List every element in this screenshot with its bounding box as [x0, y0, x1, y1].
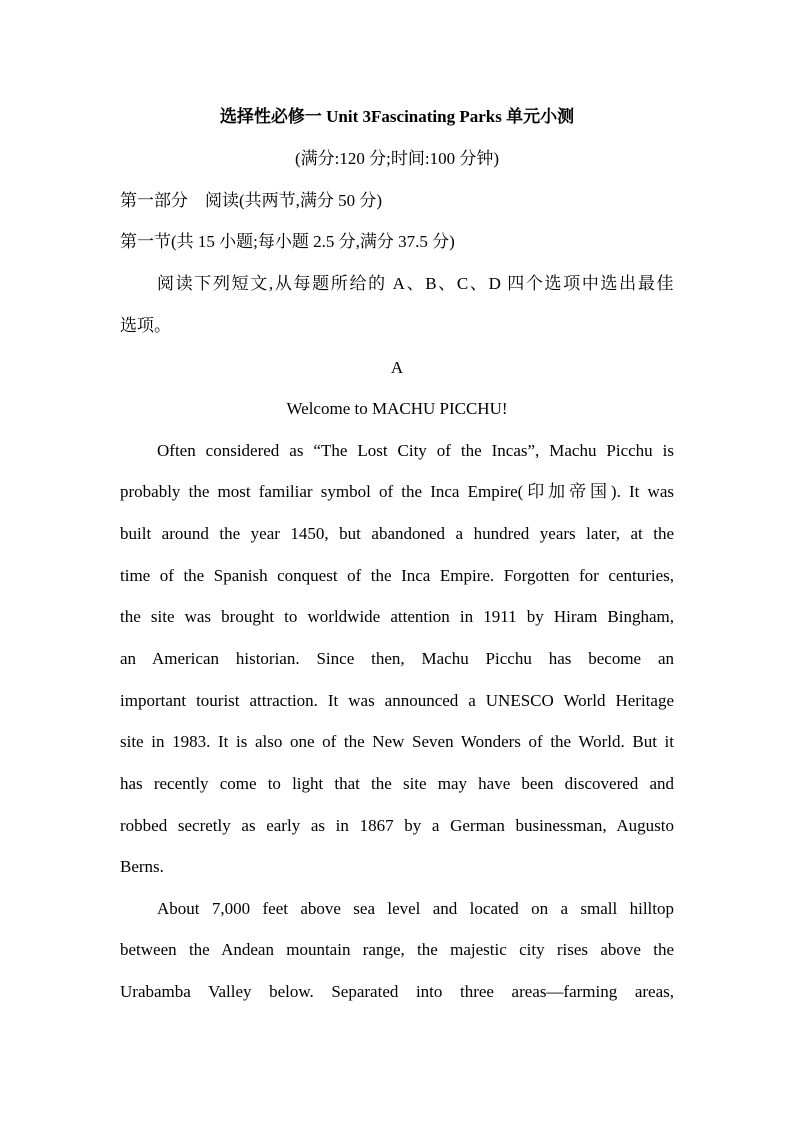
passage-line: Berns. [120, 857, 164, 876]
passage-line: built around the year 1450, but abandoned a hundred years later, at the [120, 524, 674, 543]
passage-label: A [390, 358, 404, 377]
passage-line: robbed secretly as early as in 1867 by a German businessman, Augusto [120, 816, 674, 835]
passage-line: site in 1983. It is also one of the New Seven Wonders of the World. But it [120, 732, 674, 751]
passage-line: About 7,000 feet above sea level and located on a small hilltop [157, 899, 674, 918]
instruction-text: 阅读下列短文,从每题所给的 A、B、C、D 四个选项中选出最佳 [157, 274, 674, 293]
page-title: 选择性必修一 Unit 3Fascinating Parks 单元小测 [219, 107, 575, 126]
part-heading: 第一部分 阅读(共两节,满分 50 分) [120, 191, 383, 210]
instruction-text-continued: 选项。 [120, 316, 171, 335]
passage-line: an American historian. Since then, Machu Picchu has become an [120, 649, 674, 668]
section-heading: 第一节(共 15 小题;每小题 2.5 分,满分 37.5 分) [120, 232, 455, 251]
passage-line: time of the Spanish conquest of the Inca Empire. Forgotten for centuries, [120, 566, 674, 585]
passage-line: important tourist attraction. It was announced a UNESCO World Heritage [120, 691, 674, 710]
passage-line: has recently come to light that the site may have been discovered and [120, 774, 674, 793]
score-time-info: (满分:120 分;时间:100 分钟) [295, 149, 499, 168]
passage-line: Urabamba Valley below. Separated into three areas—farming areas, [120, 982, 674, 1001]
passage-line: between the Andean mountain range, the majestic city rises above the [120, 940, 674, 959]
passage-line: the site was brought to worldwide attention in 1911 by Hiram Bingham, [120, 607, 674, 626]
passage-line: probably the most familiar symbol of the Inca Empire(印加帝国). It was [120, 482, 674, 501]
passage-title: Welcome to MACHU PICCHU! [286, 399, 508, 418]
passage-line: Often considered as “The Lost City of the Incas”, Machu Picchu is [157, 441, 674, 460]
